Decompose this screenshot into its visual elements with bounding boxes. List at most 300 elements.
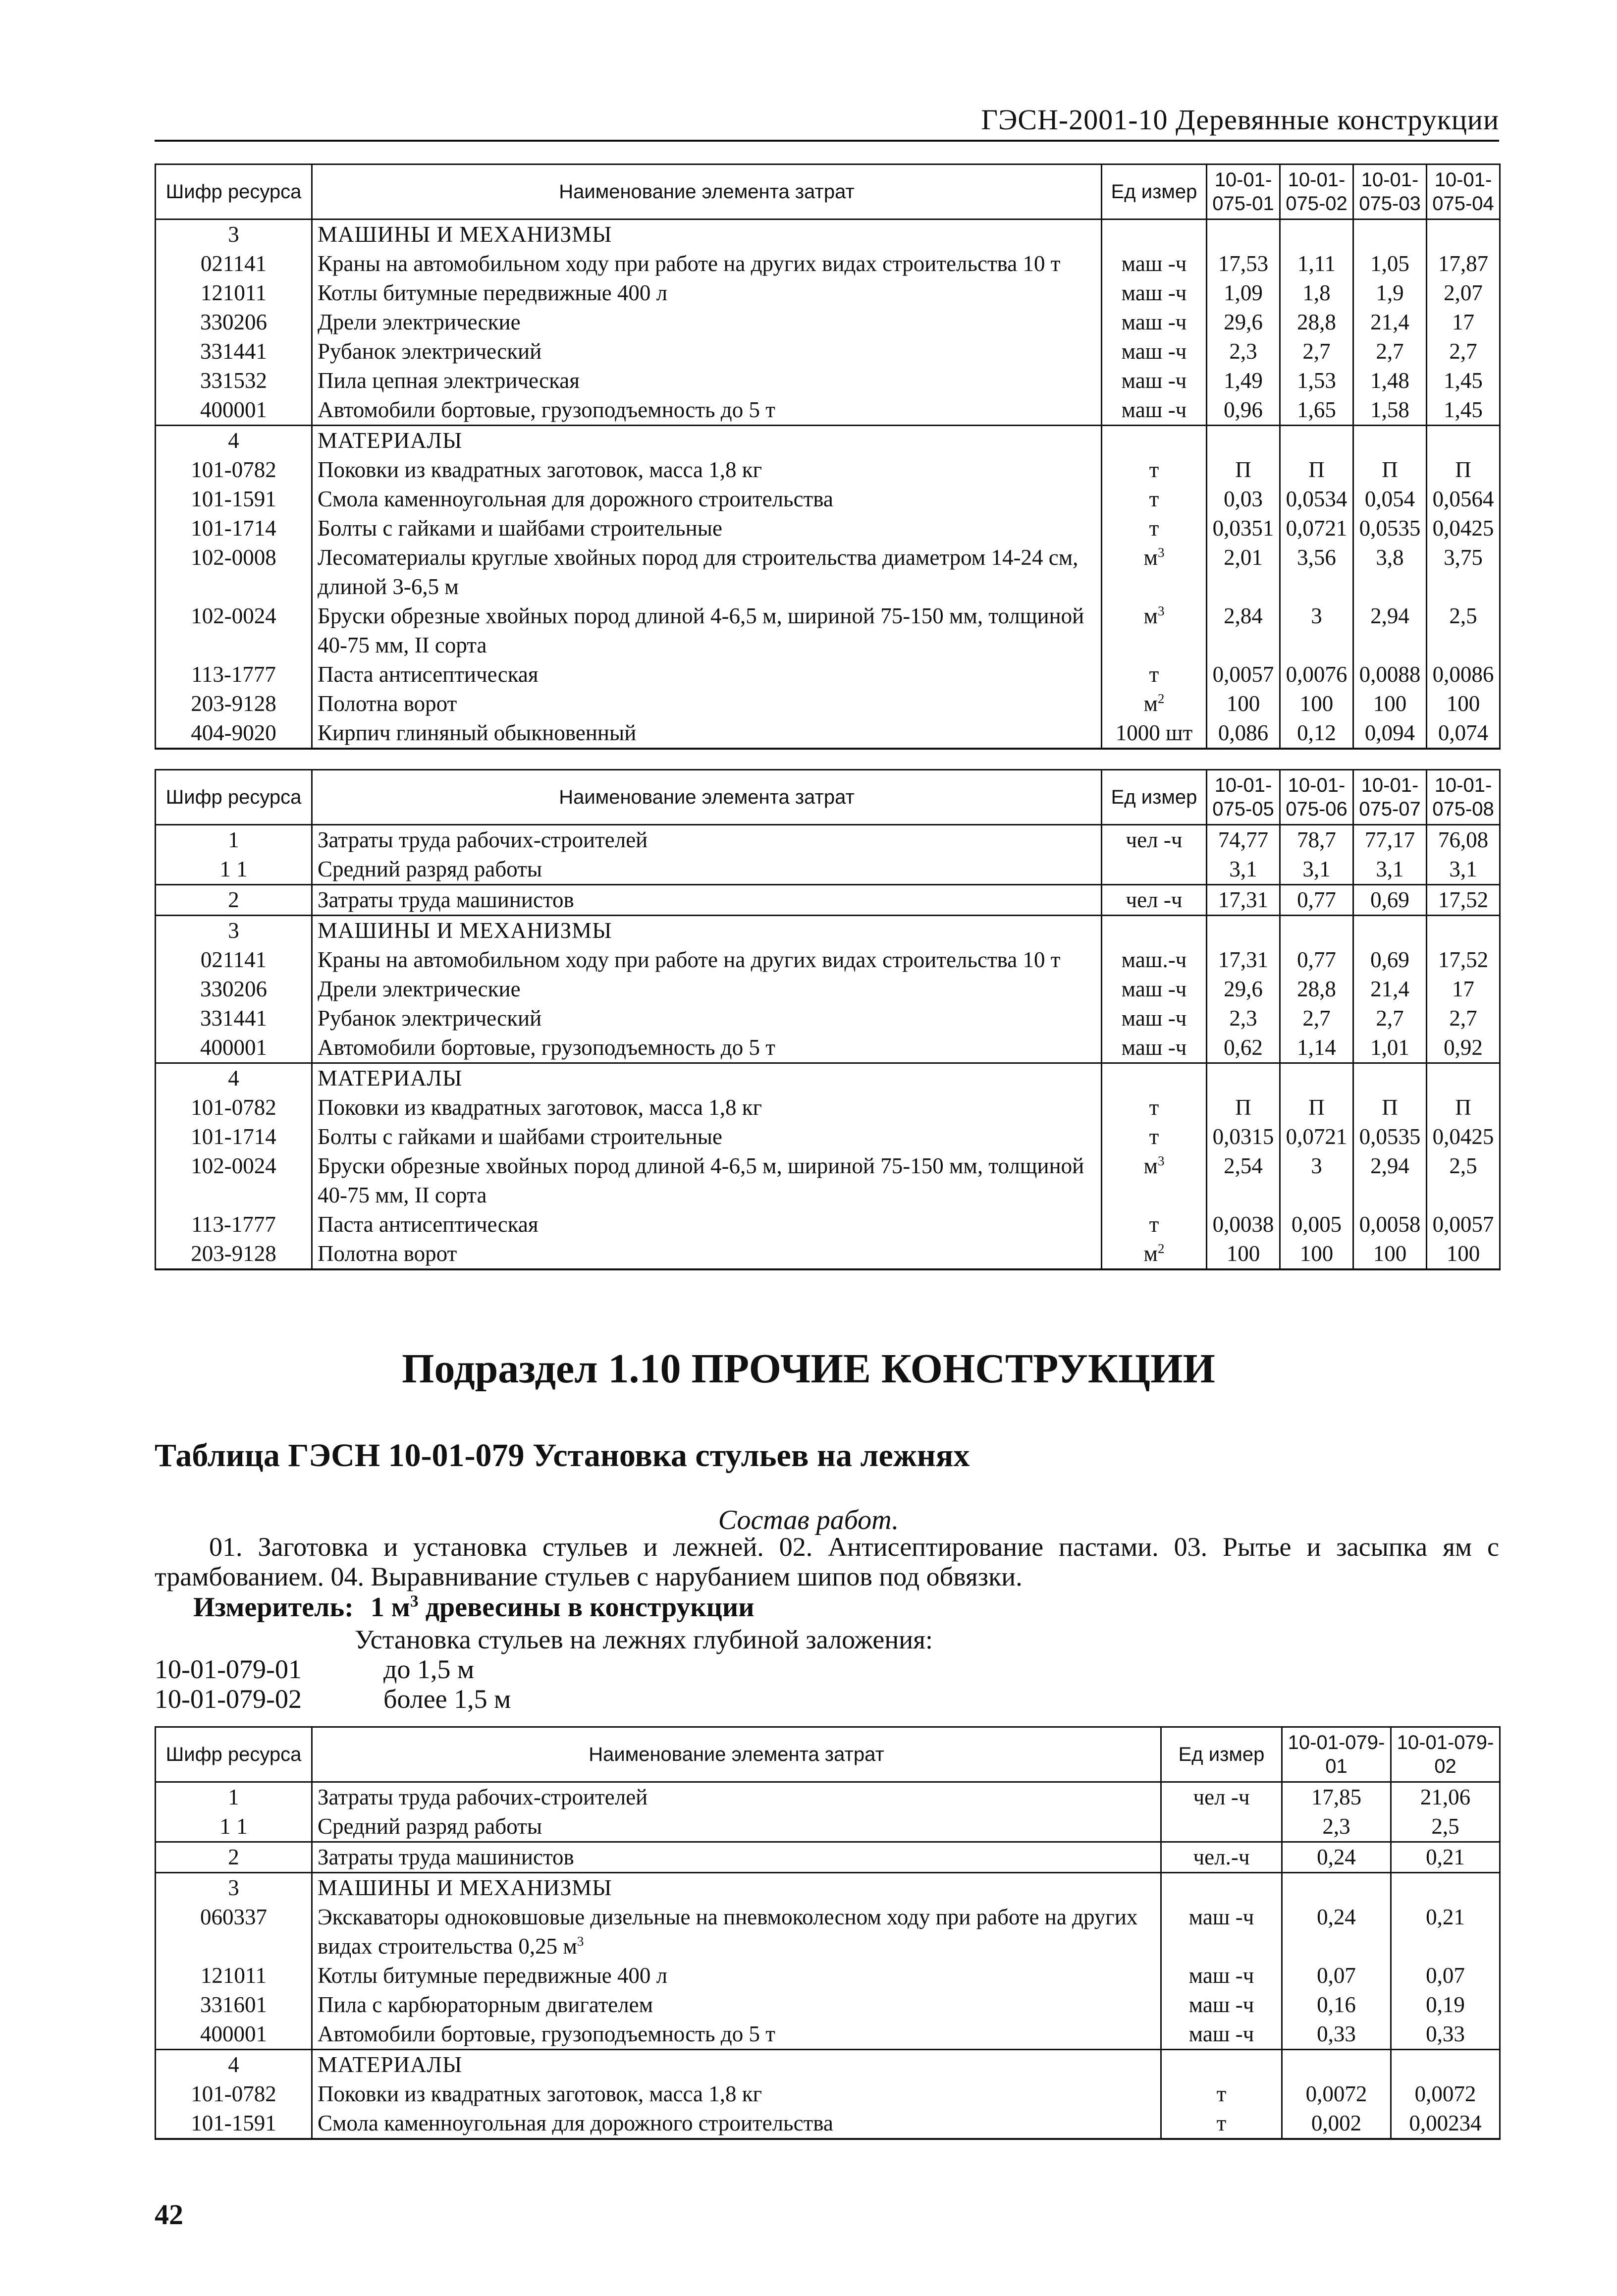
cell-code xyxy=(156,278,312,308)
cell-unit-text: т xyxy=(1149,516,1159,541)
cell-value-text: 0,19 xyxy=(1426,1992,1465,2017)
cell-value-text: 100 xyxy=(1226,1241,1260,1266)
table-row xyxy=(156,1812,1500,1842)
table-row xyxy=(156,945,1500,975)
cell-value xyxy=(1207,945,1280,975)
cell-value xyxy=(1427,945,1500,975)
col-header-variant: 10-01-075-05 xyxy=(1207,770,1280,825)
cell-value xyxy=(1280,1004,1353,1033)
cell-value-text: 1,65 xyxy=(1297,397,1336,422)
cell-unit-text: чел -ч xyxy=(1126,887,1183,912)
table-row xyxy=(156,1961,1500,1990)
cell-value-text: 3,1 xyxy=(1302,857,1331,881)
cell-value-text: 100 xyxy=(1299,691,1334,716)
cell-value xyxy=(1207,249,1280,278)
table-row xyxy=(156,1239,1500,1269)
cell-value xyxy=(1427,1063,1500,1093)
cell-value-text: 77,17 xyxy=(1364,827,1415,852)
cell-unit xyxy=(1102,249,1207,278)
table-header-row xyxy=(156,164,1500,219)
cell-value-text: 0,0057 xyxy=(1212,662,1274,687)
cell-value-text: 0,094 xyxy=(1364,720,1415,745)
cell-value-text: 0,0721 xyxy=(1286,516,1348,541)
cell-value xyxy=(1282,2079,1391,2109)
cell-code-text: 400001 xyxy=(200,2022,267,2046)
section-row xyxy=(156,219,1500,250)
cell-name-text: Затраты труда машинистов xyxy=(318,887,574,912)
cell-value-text: 0,0425 xyxy=(1432,1124,1494,1149)
cell-name xyxy=(312,426,1102,456)
cell-value xyxy=(1280,916,1353,946)
cell-code-text: 101-1714 xyxy=(191,516,276,541)
cell-unit xyxy=(1161,2020,1282,2050)
cell-unit xyxy=(1102,278,1207,308)
col-header-variant: 10-01-075-08 xyxy=(1427,770,1500,825)
cell-value-text: 0,33 xyxy=(1426,2022,1465,2046)
cell-value xyxy=(1391,2109,1500,2139)
cell-value-text: 3,56 xyxy=(1297,545,1336,570)
cell-value xyxy=(1353,1239,1427,1269)
cell-value xyxy=(1280,395,1353,426)
cell-name-text: Автомобили бортовые, грузоподъемность до 5 т xyxy=(318,2022,775,2046)
cell-value-text: 0,62 xyxy=(1224,1035,1263,1060)
table-row xyxy=(156,1033,1500,1063)
cell-value xyxy=(1391,1990,1500,2020)
cell-value xyxy=(1427,395,1500,426)
cell-value-text: 1,49 xyxy=(1224,368,1263,393)
measurer-line xyxy=(193,1591,754,1623)
cell-unit-text: маш -ч xyxy=(1121,1006,1187,1031)
cell-value-text: 78,7 xyxy=(1297,827,1336,852)
cell-name-text: Затраты труда рабочих-строителей xyxy=(318,827,648,852)
cell-unit xyxy=(1102,825,1207,855)
section-row xyxy=(156,1873,1500,1903)
cell-value xyxy=(1427,601,1500,660)
cell-unit xyxy=(1161,2079,1282,2109)
cell-value xyxy=(1427,916,1500,946)
cell-value-text: 0,12 xyxy=(1297,720,1336,745)
cell-value-text: 0,03 xyxy=(1224,487,1263,511)
cell-unit-text: маш -ч xyxy=(1121,339,1187,364)
cell-code xyxy=(156,249,312,278)
cell-value-text: 2,01 xyxy=(1224,545,1263,570)
cell-value xyxy=(1353,395,1427,426)
cell-value xyxy=(1427,1210,1500,1239)
cell-code xyxy=(156,1122,312,1151)
cell-code xyxy=(156,825,312,855)
cell-code xyxy=(156,308,312,337)
cell-value-text: 1,48 xyxy=(1370,368,1409,393)
cell-value xyxy=(1427,718,1500,749)
cell-unit-text: маш -ч xyxy=(1121,1035,1187,1060)
cell-unit-text: м xyxy=(1143,1241,1158,1266)
cell-unit xyxy=(1102,855,1207,885)
cell-value-text: 17,87 xyxy=(1438,251,1489,276)
section-row xyxy=(156,2050,1500,2080)
cell-value xyxy=(1280,601,1353,660)
cell-unit-text: м xyxy=(1143,691,1158,716)
cell-name-text: Поковки из квадратных заготовок, масса 1,8 кг xyxy=(318,1095,762,1120)
cell-code xyxy=(156,975,312,1004)
cell-code-text: 400001 xyxy=(200,397,267,422)
cell-unit xyxy=(1102,718,1207,749)
cell-code xyxy=(156,1842,312,1873)
col-header-name: Наименование элемента затрат xyxy=(312,164,1102,219)
install-variant xyxy=(155,1684,511,1714)
cell-value-text: 100 xyxy=(1446,691,1480,716)
cell-code-text: 101-0782 xyxy=(191,2081,276,2106)
cell-unit-text: 1000 шт xyxy=(1115,720,1193,745)
cell-value xyxy=(1282,1961,1391,1990)
cell-code-text: 2 xyxy=(228,1845,239,1869)
table-row xyxy=(156,543,1500,601)
col-header-name: Наименование элемента затрат xyxy=(312,1727,1161,1782)
cell-code-text: 3 xyxy=(228,918,239,943)
cell-name xyxy=(312,1873,1161,1903)
cell-value-text: П xyxy=(1455,457,1471,482)
cell-code-text: 4 xyxy=(228,428,239,453)
cell-value-text: 0,002 xyxy=(1311,2111,1362,2135)
cell-value-text: 17 xyxy=(1452,977,1474,1001)
cell-value-text: 0,0564 xyxy=(1432,487,1494,511)
cell-code-text: 400001 xyxy=(200,1035,267,1060)
cell-value xyxy=(1207,1093,1280,1122)
cell-name-text: МАШИНЫ И МЕХАНИЗМЫ xyxy=(318,222,612,247)
cell-value-text: 0,24 xyxy=(1317,1905,1356,1929)
cell-name-text: Паста антисептическая xyxy=(318,1212,539,1237)
cell-code xyxy=(156,1033,312,1063)
cell-value xyxy=(1427,660,1500,689)
table-row xyxy=(156,455,1500,485)
cell-value xyxy=(1280,885,1353,916)
cell-code-text: 3 xyxy=(228,1875,239,1900)
cell-name-text: Автомобили бортовые, грузоподъемность до 5 т xyxy=(318,397,775,422)
table-row xyxy=(156,1842,1500,1873)
table-row xyxy=(156,689,1500,718)
cell-value xyxy=(1207,975,1280,1004)
cell-value xyxy=(1353,601,1427,660)
cell-value xyxy=(1353,543,1427,601)
measurer-unit-power: 3 xyxy=(410,1592,419,1611)
cell-value xyxy=(1353,219,1427,250)
cell-value-text: 74,77 xyxy=(1218,827,1269,852)
cell-value xyxy=(1353,278,1427,308)
cell-name xyxy=(312,689,1102,718)
cell-unit-text: маш -ч xyxy=(1188,1992,1254,2017)
cell-value xyxy=(1207,825,1280,855)
cell-name xyxy=(312,337,1102,366)
cell-unit xyxy=(1102,337,1207,366)
cell-unit xyxy=(1102,945,1207,975)
col-header-variant: 10-01-075-01 xyxy=(1207,164,1280,219)
cell-name xyxy=(312,455,1102,485)
cell-unit xyxy=(1102,543,1207,601)
cell-value xyxy=(1353,1004,1427,1033)
cell-value xyxy=(1207,426,1280,456)
cell-value-text: П xyxy=(1382,457,1398,482)
cell-name-text: Смола каменноугольная для дорожного строительства xyxy=(318,2111,833,2135)
cell-value-text: 17,52 xyxy=(1438,947,1489,972)
cell-value xyxy=(1427,1239,1500,1269)
cell-name xyxy=(312,855,1102,885)
cell-value xyxy=(1207,278,1280,308)
measurer-value: 1 м xyxy=(370,1592,410,1623)
cell-value xyxy=(1280,455,1353,485)
cell-value xyxy=(1391,2050,1500,2080)
cell-unit-text: чел -ч xyxy=(1126,827,1183,852)
cell-code-text: 331441 xyxy=(200,1006,267,1031)
cell-code xyxy=(156,2109,312,2139)
cell-value xyxy=(1353,975,1427,1004)
cell-value xyxy=(1282,1873,1391,1903)
cell-code xyxy=(156,395,312,426)
cell-code xyxy=(156,1239,312,1269)
cell-value xyxy=(1353,1033,1427,1063)
cell-value-text: 2,94 xyxy=(1370,1153,1409,1178)
cell-code-text: 101-0782 xyxy=(191,1095,276,1120)
cell-name-text: Краны на автомобильном ходу при работе на других видах строительства 10 т xyxy=(318,947,1061,972)
cell-unit-text: маш -ч xyxy=(1188,1963,1254,1988)
cell-name-text: МАШИНЫ И МЕХАНИЗМЫ xyxy=(318,1875,612,1900)
cell-name xyxy=(312,2079,1161,2109)
cell-value-text: 2,5 xyxy=(1449,603,1477,628)
cell-value-text: 1,8 xyxy=(1302,280,1331,305)
cell-value-text: 0,0534 xyxy=(1286,487,1348,511)
cell-unit xyxy=(1102,1151,1207,1210)
table-row xyxy=(156,2109,1500,2139)
cell-value-text: 0,0072 xyxy=(1414,2081,1476,2106)
table-row xyxy=(156,825,1500,855)
table-row xyxy=(156,1903,1500,1961)
cell-value xyxy=(1282,1903,1391,1961)
cell-value xyxy=(1427,308,1500,337)
cell-unit xyxy=(1102,426,1207,456)
cell-unit-text: маш -ч xyxy=(1188,2022,1254,2046)
cell-value-text: 0,07 xyxy=(1426,1963,1465,1988)
cell-value xyxy=(1207,718,1280,749)
cell-value xyxy=(1207,1063,1280,1093)
cell-name-text: МАТЕРИАЛЫ xyxy=(318,2052,463,2077)
cell-name-text: Затраты труда машинистов xyxy=(318,1845,574,1869)
table-row xyxy=(156,1122,1500,1151)
cell-value-text: 100 xyxy=(1226,691,1260,716)
cell-unit xyxy=(1161,1961,1282,1990)
cell-code-text: 330206 xyxy=(200,310,267,334)
cell-name xyxy=(312,1782,1161,1812)
cell-value xyxy=(1391,1873,1500,1903)
table-row xyxy=(156,885,1500,916)
cell-unit-text: м xyxy=(1143,545,1158,570)
cell-value xyxy=(1207,395,1280,426)
table-row xyxy=(156,308,1500,337)
cell-value-text: 1,45 xyxy=(1444,397,1483,422)
cell-code-text: 121011 xyxy=(200,280,267,305)
cell-value xyxy=(1353,1210,1427,1239)
cell-value xyxy=(1207,916,1280,946)
cell-name xyxy=(312,2020,1161,2050)
cell-value-text: П xyxy=(1455,1095,1471,1120)
cell-unit-text: чел -ч xyxy=(1193,1785,1250,1809)
work-composition-caption: Состав работ. xyxy=(718,1505,899,1535)
cell-value-text: 0,69 xyxy=(1370,947,1409,972)
cell-code-text: 102-0024 xyxy=(191,603,276,628)
cell-value xyxy=(1282,2020,1391,2050)
table-row xyxy=(156,337,1500,366)
cell-value xyxy=(1427,975,1500,1004)
cell-value-text: 2,3 xyxy=(1322,1814,1350,1839)
cell-name xyxy=(312,1239,1102,1269)
page-number: 42 xyxy=(155,2198,183,2231)
cell-value-text: 1,09 xyxy=(1224,280,1263,305)
cell-unit xyxy=(1102,601,1207,660)
cell-value-text: 0,33 xyxy=(1317,2022,1356,2046)
cell-value xyxy=(1280,485,1353,514)
cell-value-text: 2,7 xyxy=(1449,1006,1477,1031)
cell-value-text: 0,16 xyxy=(1317,1992,1356,2017)
install-variant-code: 10-01-079-01 xyxy=(155,1654,302,1684)
cell-unit-text: маш -ч xyxy=(1121,280,1187,305)
cell-code-text: 331601 xyxy=(200,1992,267,2017)
cell-value xyxy=(1427,485,1500,514)
cell-name-text: Полотна ворот xyxy=(318,691,457,716)
table-row xyxy=(156,601,1500,660)
cell-value-text: 0,086 xyxy=(1218,720,1269,745)
cell-name-text: Дрели электрические xyxy=(318,977,521,1001)
section-row xyxy=(156,426,1500,456)
cell-value-text: 100 xyxy=(1373,1241,1407,1266)
cell-unit xyxy=(1102,660,1207,689)
cell-value xyxy=(1282,1812,1391,1842)
cell-value xyxy=(1207,1210,1280,1239)
cell-unit xyxy=(1161,1782,1282,1812)
table-row xyxy=(156,1990,1500,2020)
cell-name xyxy=(312,916,1102,946)
cell-value xyxy=(1207,1151,1280,1210)
cell-code-text: 4 xyxy=(228,1066,239,1091)
cell-unit xyxy=(1102,1063,1207,1093)
cell-value xyxy=(1353,945,1427,975)
cell-name xyxy=(312,1122,1102,1151)
cell-value-text: 76,08 xyxy=(1438,827,1489,852)
cell-unit xyxy=(1161,2109,1282,2139)
cell-value xyxy=(1280,1122,1353,1151)
cell-unit-power: 3 xyxy=(1157,545,1165,560)
cell-value-text: 3,1 xyxy=(1229,857,1257,881)
cell-name xyxy=(312,660,1102,689)
cell-value xyxy=(1207,689,1280,718)
cell-unit-text: маш.-ч xyxy=(1121,947,1187,972)
cell-unit-power: 3 xyxy=(1157,603,1165,618)
cell-value-text: 0,0351 xyxy=(1212,516,1274,541)
cell-value xyxy=(1353,1122,1427,1151)
cell-value-text: 1,11 xyxy=(1297,251,1336,276)
cell-name xyxy=(312,308,1102,337)
cell-code xyxy=(156,219,312,250)
cell-name-text: Паста антисептическая xyxy=(318,662,539,687)
table-title: Таблица ГЭСН 10-01-079 Установка стульев на лежнях xyxy=(155,1437,970,1474)
cell-name xyxy=(312,1903,1161,1961)
cell-unit xyxy=(1102,975,1207,1004)
cell-value-text: 0,0315 xyxy=(1212,1124,1274,1149)
cell-name xyxy=(312,2109,1161,2139)
cell-unit-text: маш -ч xyxy=(1188,1905,1254,1929)
cell-code xyxy=(156,426,312,456)
cell-value-text: 29,6 xyxy=(1224,977,1263,1001)
cell-value-text: П xyxy=(1235,1095,1251,1120)
cell-value xyxy=(1207,514,1280,543)
cell-value-text: 3 xyxy=(1311,1153,1322,1178)
cell-value-text: 100 xyxy=(1446,1241,1480,1266)
cell-value xyxy=(1353,514,1427,543)
cell-unit xyxy=(1102,916,1207,946)
cell-code xyxy=(156,885,312,916)
cell-value xyxy=(1391,1782,1500,1812)
cell-name-text: Пила с карбюраторным двигателем xyxy=(318,1992,653,2017)
col-header-variant: 10-01-075-03 xyxy=(1353,164,1427,219)
cell-value xyxy=(1427,426,1500,456)
work-composition-text: 01. Заготовка и установка стульев и лежней. 02. Антисептирование пастами. 03. Рытье и засыпка ям с трамбованием. 04. Выравнивание стульев с нарубанием шипов под обвязки. xyxy=(155,1532,1499,1591)
cell-name xyxy=(312,1210,1102,1239)
cell-value xyxy=(1282,1842,1391,1873)
cell-value-text: 0,07 xyxy=(1317,1963,1356,1988)
cell-code-text: 121011 xyxy=(200,1963,267,1988)
cell-unit-power: 3 xyxy=(1157,1153,1165,1168)
cell-value-text: 1,45 xyxy=(1444,368,1483,393)
cell-unit xyxy=(1161,1903,1282,1961)
cell-unit xyxy=(1102,219,1207,250)
cell-value xyxy=(1353,1063,1427,1093)
cell-unit-power: 2 xyxy=(1157,1241,1165,1256)
cell-code-text: 1 1 xyxy=(219,1814,248,1839)
cell-unit xyxy=(1161,1990,1282,2020)
cell-value-text: 2,7 xyxy=(1376,339,1404,364)
cell-code-text: 021141 xyxy=(200,251,267,276)
cell-value-text: П xyxy=(1308,1095,1325,1120)
cell-unit xyxy=(1102,308,1207,337)
cell-value-text: 3,1 xyxy=(1376,857,1404,881)
cell-unit-text: маш -ч xyxy=(1121,310,1187,334)
table-row xyxy=(156,2079,1500,2109)
cell-value xyxy=(1280,1063,1353,1093)
cell-unit xyxy=(1161,2050,1282,2080)
cell-value-text: 3 xyxy=(1311,603,1322,628)
cell-unit-text: чел.-ч xyxy=(1193,1845,1250,1869)
cell-code xyxy=(156,543,312,601)
cell-name-text: Болты с гайками и шайбами строительные xyxy=(318,516,722,541)
cell-unit-text: маш -ч xyxy=(1121,368,1187,393)
cell-value xyxy=(1427,855,1500,885)
cell-unit xyxy=(1102,485,1207,514)
cell-value-text: 21,4 xyxy=(1370,310,1409,334)
cell-value-text: 29,6 xyxy=(1224,310,1263,334)
cell-value-text: 0,054 xyxy=(1364,487,1415,511)
cell-value xyxy=(1207,885,1280,916)
cell-value-text: 0,21 xyxy=(1426,1905,1465,1929)
cell-value xyxy=(1427,1004,1500,1033)
cell-value xyxy=(1280,1033,1353,1063)
cell-name-text: Кирпич глиняный обыкновенный xyxy=(318,720,637,745)
cell-code-text: 1 xyxy=(228,827,239,852)
col-header-variant: 10-01-075-02 xyxy=(1280,164,1353,219)
cell-unit-text: т xyxy=(1149,487,1159,511)
cell-value xyxy=(1207,219,1280,250)
cell-value xyxy=(1280,308,1353,337)
cell-value xyxy=(1391,2020,1500,2050)
cell-value xyxy=(1280,543,1353,601)
cell-value-text: 0,24 xyxy=(1317,1845,1356,1869)
cell-name xyxy=(312,2050,1161,2080)
cell-name xyxy=(312,395,1102,426)
